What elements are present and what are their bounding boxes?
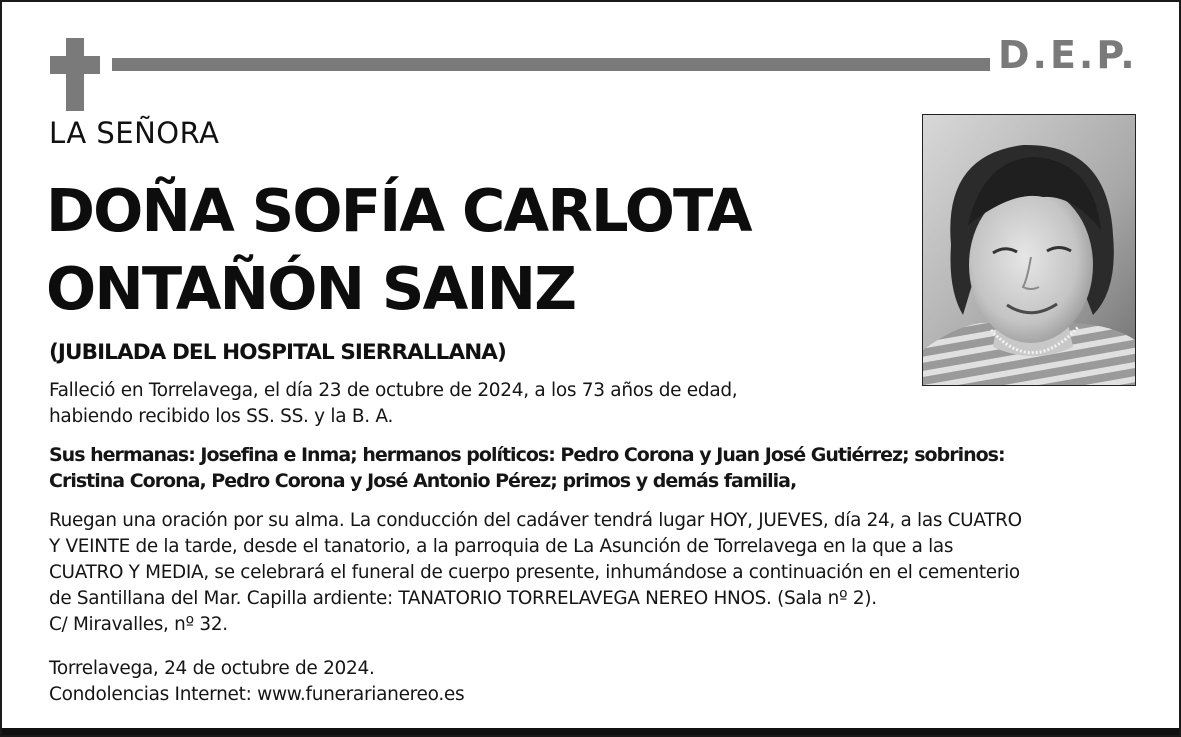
- family-paragraph: [49, 442, 1005, 494]
- intro-label: LA SEÑORA: [49, 116, 220, 150]
- footer-line: Condolencias Internet: www.funerarianereo.es: [49, 684, 465, 705]
- family-line: Cristina Corona, Pedro Corona y José Antonio Pérez; primos y demás familia,: [49, 470, 797, 492]
- cross-icon-bar: [50, 56, 100, 74]
- service-paragraph: [49, 508, 1022, 638]
- death-paragraph: [49, 378, 737, 430]
- family-line: Sus hermanas: Josefina e Inma; hermanos políticos: Pedro Corona y Juan José Gutiérrez; sobrinos:: [49, 444, 1005, 466]
- service-line: de Santillana del Mar. Capilla ardiente: TANATORIO TORRELAVEGA NEREO HNOS. (Sala nº 2).: [49, 588, 877, 609]
- portrait-photo: [922, 114, 1136, 386]
- death-line: habiendo recibido los SS. SS. y la B. A.: [49, 406, 394, 427]
- death-line: Falleció en Torrelavega, el día 23 de octubre de 2024, a los 73 años de edad,: [49, 380, 738, 401]
- footer-paragraph: [49, 656, 464, 708]
- deceased-name: [46, 172, 751, 328]
- service-line: Y VEINTE de la tarde, desde el tanatorio, a la parroquia de La Asunción de Torrelavega en la que a las: [49, 536, 954, 557]
- service-line: C/ Miravalles, nº 32.: [49, 614, 228, 635]
- subtitle: (JUBILADA DEL HOSPITAL SIERRALLANA): [49, 340, 506, 365]
- cross-icon: [66, 38, 84, 111]
- footer-line: Torrelavega, 24 de octubre de 2024.: [49, 658, 375, 679]
- bottom-border: [2, 728, 1179, 735]
- header-rule: [112, 58, 990, 71]
- service-line: Ruegan una oración por su alma. La conducción del cadáver tendrá lugar HOY, JUEVES, día 24, a las CUATRO: [49, 510, 1022, 531]
- name-line-2: ONTAÑÓN SAINZ: [46, 254, 576, 323]
- name-line-1: DOÑA SOFÍA CARLOTA: [46, 176, 751, 245]
- service-line: CUATRO Y MEDIA, se celebrará el funeral de cuerpo presente, inhumándose a continuación en el cementerio: [49, 562, 1020, 583]
- dep-label: D.E.P.: [998, 33, 1138, 77]
